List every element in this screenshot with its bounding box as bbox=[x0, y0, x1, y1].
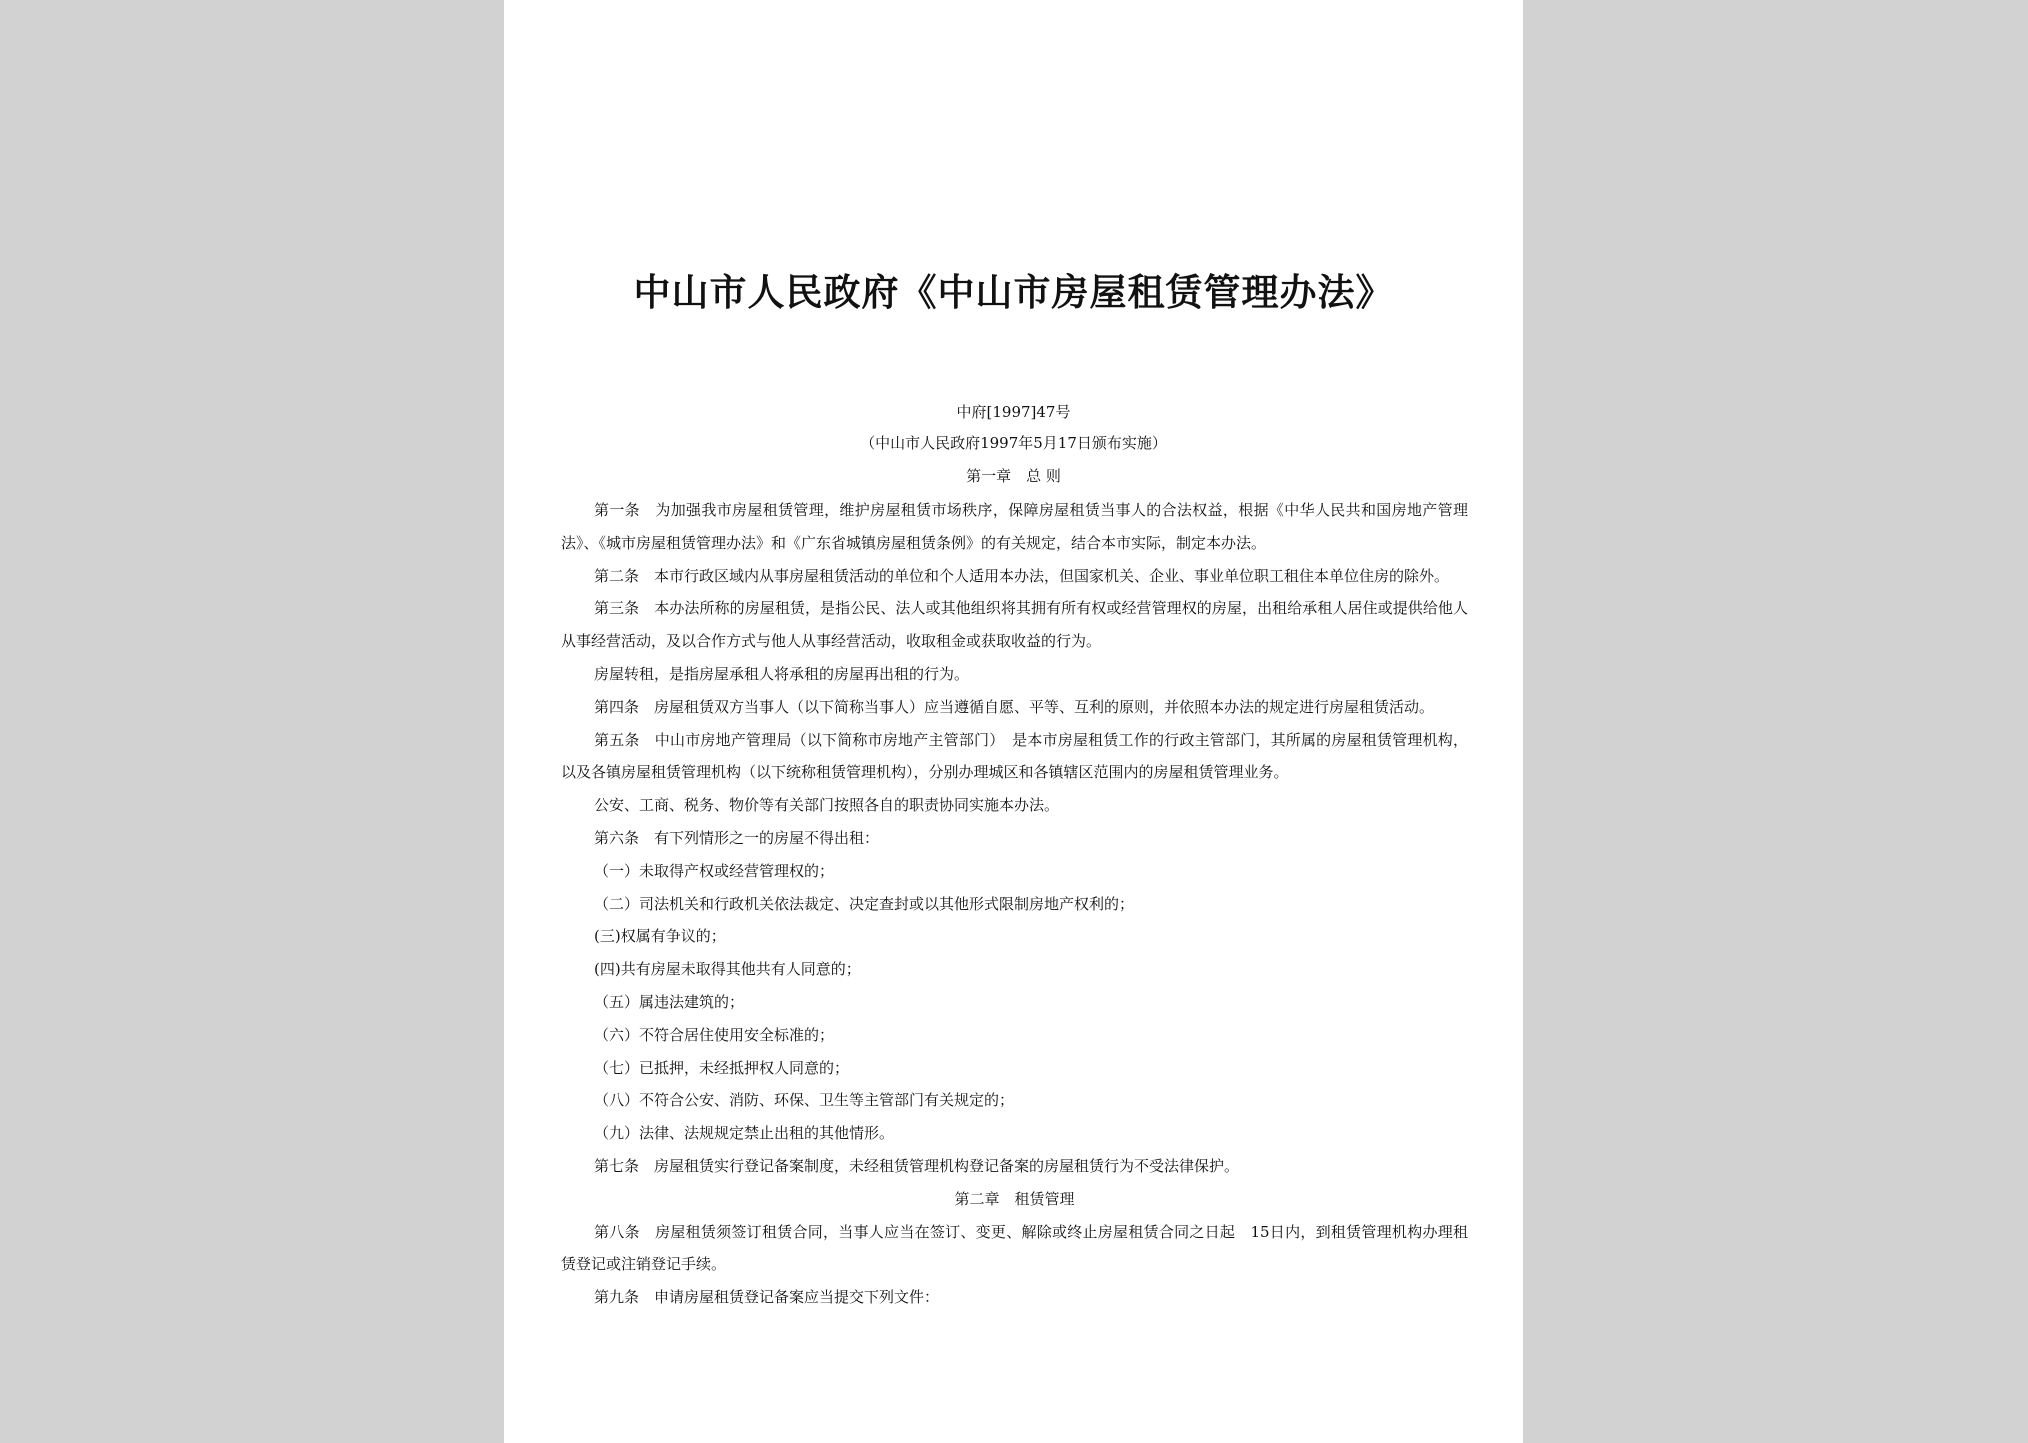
document-body bbox=[561, 494, 1468, 1314]
issued-note: （中山市人民政府1997年5月17日颁布实施） bbox=[860, 434, 1167, 452]
document-page bbox=[504, 0, 1523, 1443]
list-item: （一）未取得产权或经营管理权的； bbox=[594, 861, 835, 880]
list-item: (四)共有房屋未取得其他共有人同意的； bbox=[594, 960, 861, 979]
document-number: 中府[1997]47号 bbox=[956, 403, 1071, 421]
paragraph: 房屋转租，是指房屋承租人将承租的房屋再出租的行为。 bbox=[594, 664, 970, 683]
paragraph: 第三条 本办法所称的房屋租赁，是指公民、法人或其他组织将其拥有所有权或经营管理权的房屋，出租给承租人居住或提供给他人从事经营活动，及以合作方式与他人从事经营活动，收取租金或获取收益的行为。 bbox=[561, 599, 1468, 651]
paragraph: 第一条 为加强我市房屋租赁管理，维护房屋租赁市场秩序，保障房屋租赁当事人的合法权益，根据《中华人民共和国房地产管理法》、《城市房屋租赁管理办法》和《广东省城镇房屋租赁条例》的有关规定，结合本市实际，制定本办法。 bbox=[561, 501, 1468, 552]
paragraph: 第八条 房屋租赁须签订租赁合同，当事人应当在签订、变更、解除或终止房屋租赁合同之日起 15日内，到租赁管理机构办理租赁登记或注销登记手续。 bbox=[561, 1222, 1468, 1274]
paragraph: 第五条 中山市房地产管理局（以下简称市房地产主管部门） 是本市房屋租赁工作的行政主管部门，其所属的房屋租赁管理机构，以及各镇房屋租赁管理机构（以下统称租赁管理机构），分别办理城区和各镇辖区范围内的房屋租赁管理业务。 bbox=[561, 730, 1468, 782]
paragraph: 第九条 申请房屋租赁登记备案应当提交下列文件： bbox=[594, 1288, 940, 1307]
list-item: （七）已抵押，未经抵押权人同意的； bbox=[594, 1058, 850, 1077]
list-item: （九）法律、法规规定禁止出租的其他情形。 bbox=[594, 1124, 895, 1143]
list-item: （八）不符合公安、消防、环保、卫生等主管部门有关规定的； bbox=[594, 1091, 1015, 1110]
list-item: （五）属违法建筑的； bbox=[594, 992, 745, 1011]
list-item: (三)权属有争议的； bbox=[594, 927, 726, 946]
paragraph: 公安、工商、税务、物价等有关部门按照各自的职责协同实施本办法。 bbox=[594, 796, 1060, 815]
document-title: 中山市人民政府《中山市房屋租赁管理办法》 bbox=[633, 270, 1394, 314]
paragraph: 第七条 房屋租赁实行登记备案制度，未经租赁管理机构登记备案的房屋租赁行为不受法律保护。 bbox=[594, 1156, 1240, 1175]
chapter-heading: 第一章 总 则 bbox=[966, 467, 1061, 485]
chapter-heading: 第二章 租赁管理 bbox=[954, 1189, 1075, 1208]
paragraph: 第四条 房屋租赁双方当事人（以下简称当事人）应当遵循自愿、平等、互利的原则，并依照本办法的规定进行房屋租赁活动。 bbox=[594, 697, 1435, 716]
paragraph: 第六条 有下列情形之一的房屋不得出租： bbox=[594, 828, 880, 847]
list-item: （二）司法机关和行政机关依法裁定、决定查封或以其他形式限制房地产权利的； bbox=[594, 894, 1135, 913]
paragraph: 第二条 本市行政区域内从事房屋租赁活动的单位和个人适用本办法，但国家机关、企业、事业单位职工租住本单位住房的除外。 bbox=[594, 566, 1450, 585]
list-item: （六）不符合居住使用安全标准的； bbox=[594, 1025, 835, 1044]
